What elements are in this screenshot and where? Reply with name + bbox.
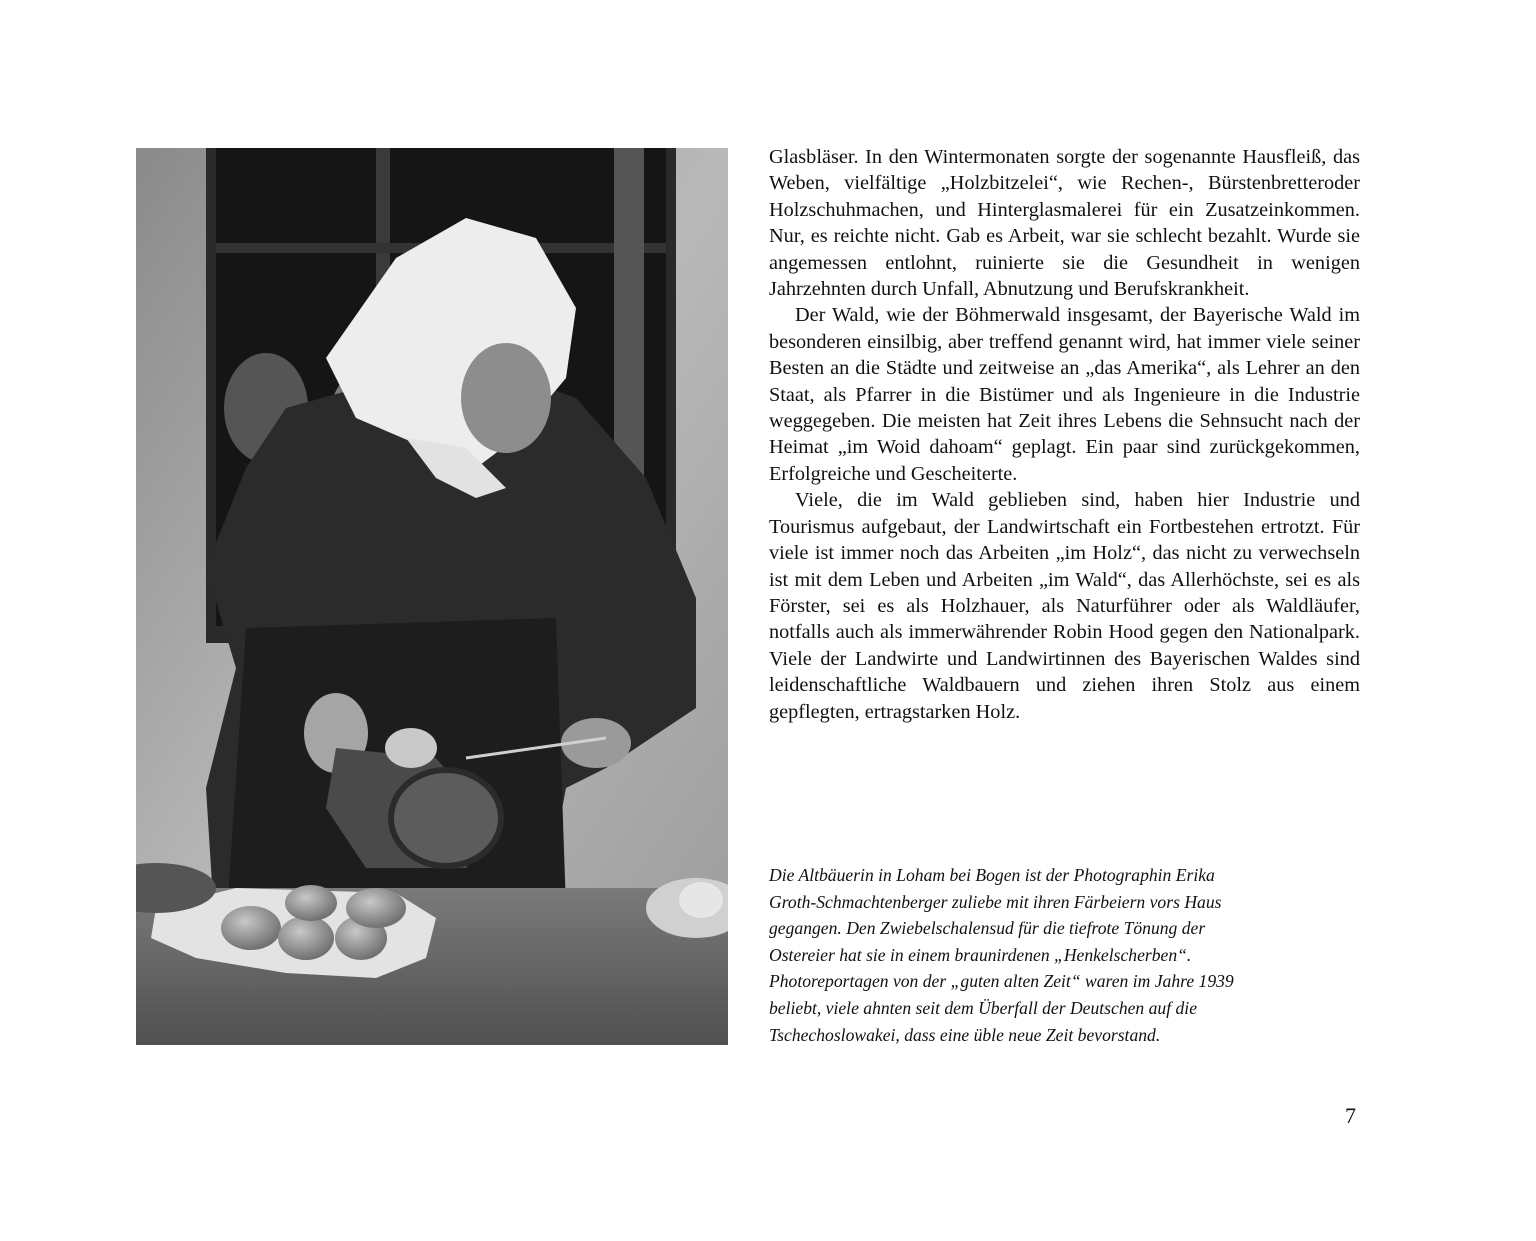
- body-text: [769, 144, 1360, 725]
- caption-line: gegangen. Den Zwiebelschalensud für die tiefrote Tönung der: [769, 918, 1206, 939]
- paragraph: Der Wald, wie der Böhmerwald insgesamt, der Bayerische Wald im besonderen einsilbig, aber treffend genannt wird, hat immer viele seiner Besten an die Städte und zeitweise an „das Amerika“, als Lehrer an den Staat, als Pfarrer in die Bistümer und als Ingenieure in die Industrie weggegeben. Die meisten hat Zeit ihres Lebens die Sehnsucht nach der Heimat „im Woid dahoam“ geplagt. Ein paar sind zurückgekommen, Erfolgreiche und Gescheiterte.: [769, 304, 1360, 485]
- photo-caption: [769, 862, 1360, 1048]
- caption-line: Photoreportagen von der „guten alten Zeit“ waren im Jahre 1939: [769, 971, 1234, 992]
- page-number: 7: [1345, 1103, 1356, 1128]
- paragraph: Viele, die im Wald geblieben sind, haben hier Industrie und Tourismus aufgebaut, der Landwirtschaft ein Fortbestehen ertrotzt. Für viele ist immer noch das Arbeiten „im Holz“, das nicht zu verwechseln ist mit dem Leben und Arbeiten „im Wald“, das Allerhöchste, sei es als Förster, sei es als Holzhauer, als Naturführer oder als Waldläufer, notfalls auch als immerwährender Robin Hood gegen den Nationalpark. Viele der Landwirte und Landwirtinnen des Bayerischen Waldes sind leidenschaftliche Waldbauern und ziehen ihren Stolz aus einem gepflegten, ertragstarken Holz.: [769, 489, 1360, 723]
- photograph: [136, 148, 728, 1045]
- caption-line: Tschechoslowakei, dass eine üble neue Zeit bevorstand.: [769, 1024, 1161, 1045]
- caption-line: Die Altbäuerin in Loham bei Bogen ist der Photographin Erika: [769, 865, 1215, 885]
- paragraph: Glasbläser. In den Wintermonaten sorgte der sogenannte Hausfleiß, das Weben, vielfältige „Holzbitzelei“, wie Rechen-, Bürstenbretteroder Holzschuhmachen, und Hinterglasmalerei für ein Zusatzeinkommen. Nur, es reichte nicht. Gab es Arbeit, war sie schlecht bezahlt. Wurde sie angemessen entlohnt, ruinierte sie die Gesundheit in wenigen Jahrzehnten durch Unfall, Abnutzung und Berufskrankheit.: [769, 146, 1360, 301]
- caption-line: Ostereier hat sie in einem braunirdenen „Henkelscherben“.: [769, 944, 1192, 965]
- photo-altbaeuerin-icon: [136, 148, 728, 1045]
- caption-line: Groth-Schmachtenberger zuliebe mit ihren Färbeiern vors Haus: [769, 891, 1222, 912]
- caption-line: beliebt, viele ahnten seit dem Überfall der Deutschen auf die: [769, 997, 1197, 1018]
